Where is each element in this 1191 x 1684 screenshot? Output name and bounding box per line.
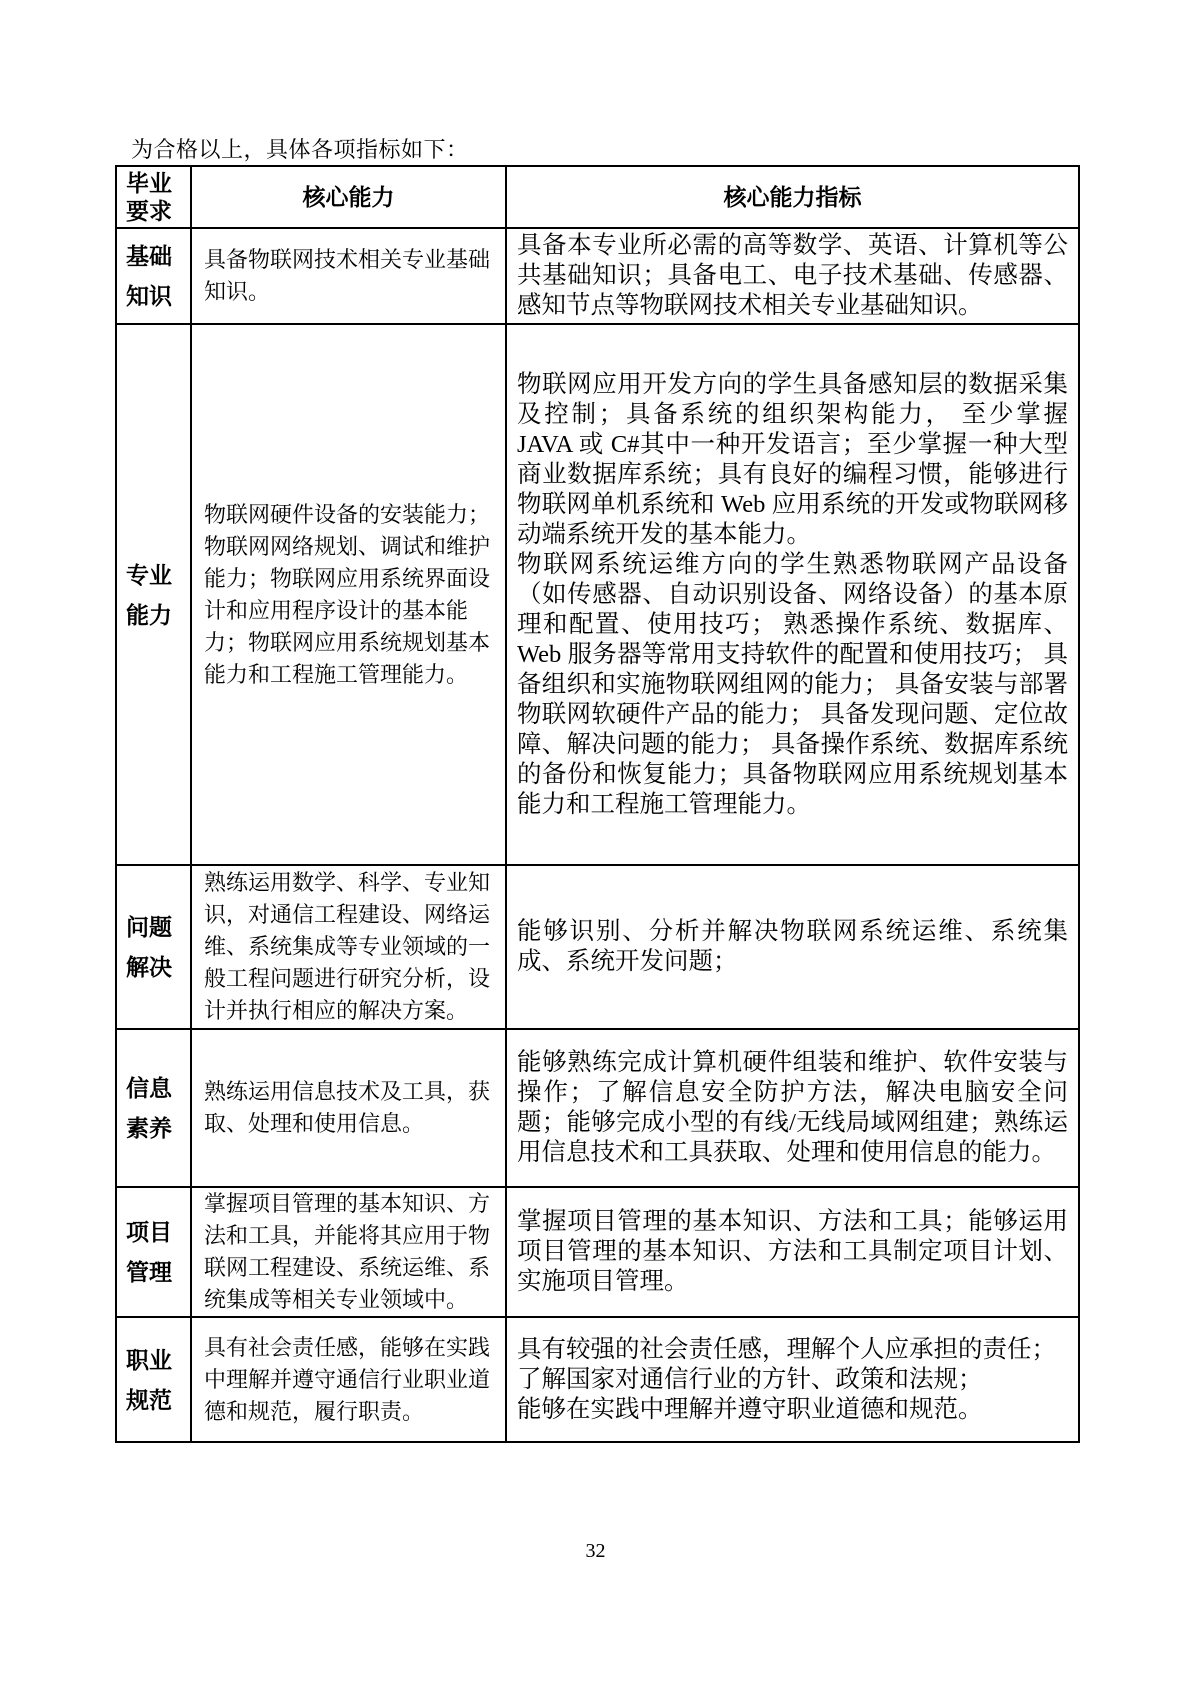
- requirement-cell: 问题解决: [116, 865, 191, 1029]
- header-cell-indicator: 核心能力指标: [506, 166, 1079, 228]
- ability-cell: 熟练运用信息技术及工具，获取、处理和使用信息。: [191, 1029, 506, 1187]
- requirement-cell: 职业规范: [116, 1317, 191, 1442]
- table-row: [116, 324, 1079, 865]
- indicator-paragraph: 具备本专业所必需的高等数学、英语、计算机等公共基础知识；具备电工、电子技术基础、传感器、感知节点等物联网技术相关专业基础知识。: [517, 232, 1068, 319]
- indicators-cell: [506, 1317, 1079, 1442]
- competency-table: [115, 165, 1080, 1443]
- header-cell-ability: 核心能力: [191, 166, 506, 228]
- indicator-paragraph: 能够熟练完成计算机硬件组装和维护、软件安装与操作；了解信息安全防护方法，解决电脑安全问题；能够完成小型的有线/无线局域网组建；熟练运用信息技术和工具获取、处理和使用信息的能力。: [517, 1049, 1068, 1166]
- indicator-paragraph: 了解国家对通信行业的方针、政策和法规；: [517, 1365, 983, 1393]
- indicator-paragraph: 能够识别、分析并解决物联网系统运维、系统集成、系统开发问题；: [517, 918, 1068, 975]
- page-number: 32: [585, 1540, 606, 1562]
- table-row: [116, 1317, 1079, 1442]
- ability-cell: 掌握项目管理的基本知识、方法和工具，并能将其应用于物联网工程建设、系统运维、系统集成等相关专业领域中。: [191, 1187, 506, 1317]
- header-cell-requirement: 毕业要求: [116, 166, 191, 228]
- indicators-cell: [506, 1029, 1079, 1187]
- indicator-paragraph: 具有较强的社会责任感，理解个人应承担的责任；: [517, 1335, 1056, 1363]
- requirement-cell: 信息素养: [116, 1029, 191, 1187]
- table-body: [116, 228, 1079, 1442]
- requirement-cell: 基础知识: [116, 228, 191, 324]
- indicators-cell: [506, 865, 1079, 1029]
- table-row: [116, 1029, 1079, 1187]
- table-row: [116, 1187, 1079, 1317]
- table-row: [116, 228, 1079, 324]
- header-row: [116, 166, 1079, 228]
- intro-text: 为合格以上，具体各项指标如下：: [131, 137, 469, 162]
- indicators-cell: [506, 1187, 1079, 1317]
- indicators-cell: [506, 228, 1079, 324]
- ability-cell: 具备物联网技术相关专业基础知识。: [191, 228, 506, 324]
- indicator-paragraph: 掌握项目管理的基本知识、方法和工具；能够运用项目管理的基本知识、方法和工具制定项目计划、实施项目管理。: [517, 1208, 1068, 1295]
- indicator-paragraph: 能够在实践中理解并遵守职业道德和规范。: [517, 1395, 983, 1423]
- table-header: [116, 166, 1079, 228]
- ability-cell: 物联网硬件设备的安装能力；物联网网络规划、调试和维护能力；物联网应用系统界面设计和应用程序设计的基本能力；物联网应用系统规划基本能力和工程施工管理能力。: [191, 324, 506, 865]
- table-row: [116, 865, 1079, 1029]
- requirement-cell: 专业能力: [116, 324, 191, 865]
- indicator-paragraph: 物联网系统运维方向的学生熟悉物联网产品设备（如传感器、自动识别设备、网络设备）的基本原理和配置、使用技巧； 熟悉操作系统、数据库、Web 服务器等常用支持软件的配置和使用技巧； 具备组织和实施物联网组网的能力； 具备安装与部署物联网软硬件产品的能力； 具备发现问题、定位故障、解决问题的能力； 具备操作系统、数据库系统的备份和恢复能力；具备物联网应用系统规划基本能力和工程施工管理能力。: [517, 550, 1068, 818]
- ability-cell: 熟练运用数学、科学、专业知识，对通信工程建设、网络运维、系统集成等专业领域的一般工程问题进行研究分析，设计并执行相应的解决方案。: [191, 865, 506, 1029]
- indicator-paragraph: 物联网应用开发方向的学生具备感知层的数据采集及控制；具备系统的组织架构能力， 至少掌握 JAVA 或 C#其中一种开发语言；至少掌握一种大型商业数据库系统；具有良好的编程习惯，能够进行物联网单机系统和 Web 应用系统的开发或物联网移动端系统开发的基本能力。: [517, 370, 1068, 548]
- ability-cell: 具有社会责任感，能够在实践中理解并遵守通信行业职业道德和规范，履行职责。: [191, 1317, 506, 1442]
- requirement-cell: 项目管理: [116, 1187, 191, 1317]
- indicators-cell: [506, 324, 1079, 865]
